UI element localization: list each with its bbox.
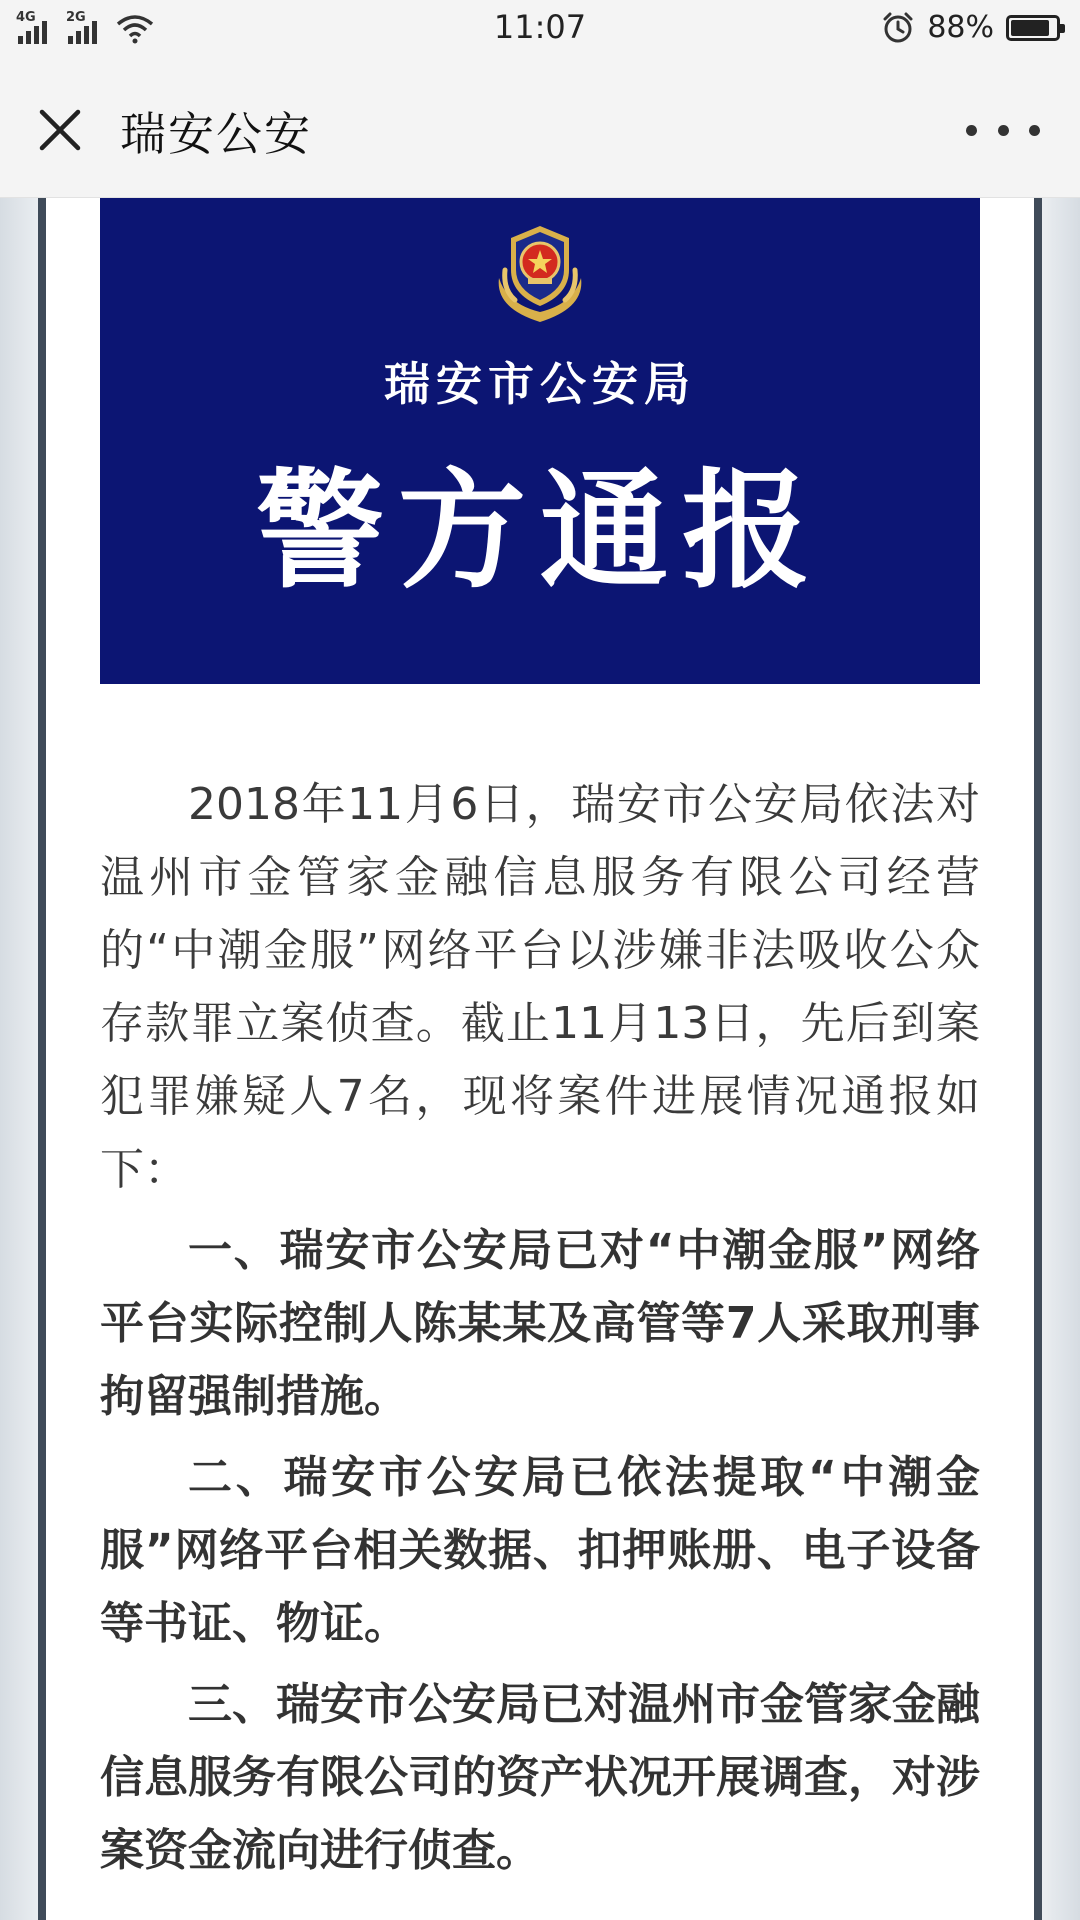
police-emblem-icon	[485, 218, 595, 328]
more-dot	[966, 125, 977, 136]
more-dot	[998, 125, 1009, 136]
article-paragraph: 二、瑞安市公安局已依法提取“中潮金服”网络平台相关数据、扣押账册、电子设备等书证、物证。	[100, 1452, 980, 1649]
photo-frame-right	[1034, 198, 1080, 1920]
battery-icon	[1006, 15, 1060, 41]
status-bar	[0, 0, 1080, 62]
article-paragraph: 2018年11月6日，瑞安市公安局依法对温州市金管家金融信息服务有限公司经营的“中潮金服”网络平台以涉嫌非法吸收公众存款罪立案侦查。截止11月13日，先后到案犯罪嫌疑人7名，现将案件进展情况通报如下：	[100, 779, 980, 1195]
network-type-2: 2G	[66, 10, 86, 25]
nav-bar	[0, 62, 1080, 198]
article-paragraph: 一、瑞安市公安局已对“中潮金服”网络平台实际控制人陈某某及高管等7人采取刑事拘留强制措施。	[100, 1225, 980, 1422]
banner-subtitle: 瑞安市公安局	[384, 357, 696, 411]
network-type-1: 4G	[16, 10, 36, 25]
photo-frame-left	[0, 198, 46, 1920]
battery-level	[1011, 20, 1049, 36]
notice-banner	[100, 198, 980, 684]
page-title: 瑞安公安	[120, 107, 312, 161]
article-paragraph: 三、瑞安市公安局已对温州市金管家金融信息服务有限公司的资产状况开展调查，对涉案资金流向进行侦查。	[100, 1679, 980, 1876]
article-page[interactable]	[0, 198, 1080, 1920]
status-right	[881, 10, 1060, 45]
banner-title: 警方通报	[255, 457, 824, 606]
close-icon[interactable]	[34, 104, 86, 156]
alarm-icon	[881, 11, 915, 45]
article-body	[100, 768, 980, 1895]
more-icon[interactable]	[966, 112, 1040, 148]
more-dot	[1029, 125, 1040, 136]
clock: 11:07	[493, 8, 587, 46]
battery-percent: 88%	[927, 10, 994, 45]
